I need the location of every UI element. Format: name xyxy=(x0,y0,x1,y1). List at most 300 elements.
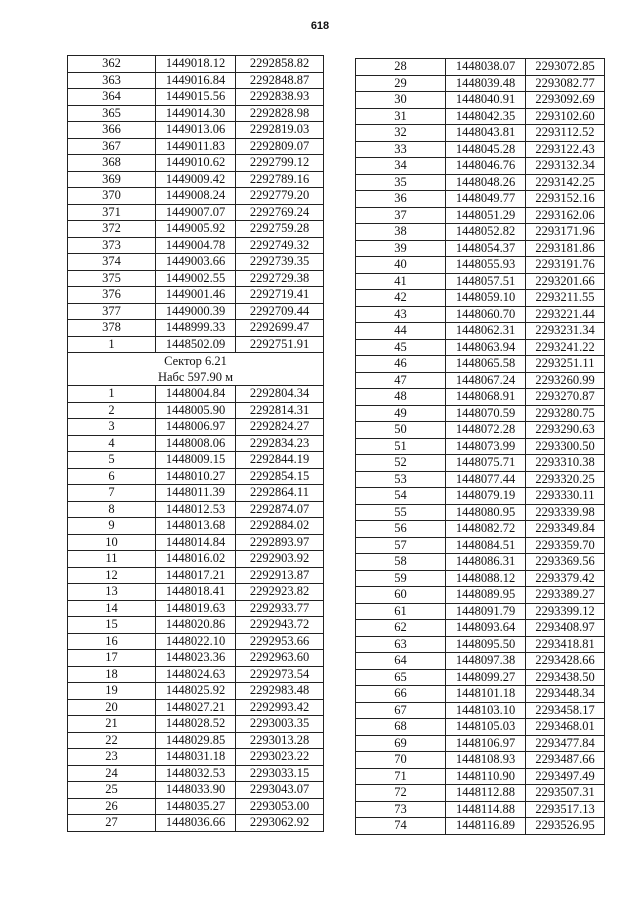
table-row xyxy=(356,686,605,703)
y-coordinate-cell: 2293152.16 xyxy=(526,191,605,208)
point-number-cell: 43 xyxy=(356,306,446,323)
table-row xyxy=(68,501,324,518)
point-number-cell: 26 xyxy=(68,798,156,815)
y-coordinate-cell: 2292923.82 xyxy=(236,584,324,601)
y-coordinate-cell: 2293448.34 xyxy=(526,686,605,703)
table-row xyxy=(68,155,324,172)
table-row xyxy=(68,402,324,419)
table-row xyxy=(356,75,605,92)
point-number-cell: 32 xyxy=(356,125,446,142)
table-row xyxy=(68,485,324,502)
coordinates-table-left xyxy=(67,55,324,832)
point-number-cell: 372 xyxy=(68,221,156,238)
y-coordinate-cell: 2293458.17 xyxy=(526,702,605,719)
y-coordinate-cell: 2293251.11 xyxy=(526,356,605,373)
coordinates-table-right xyxy=(355,58,605,835)
point-number-cell: 54 xyxy=(356,488,446,505)
y-coordinate-cell: 2293003.35 xyxy=(236,716,324,733)
y-coordinate-cell: 2293062.92 xyxy=(236,815,324,832)
page-number: 618 xyxy=(310,20,330,32)
point-number-cell: 45 xyxy=(356,339,446,356)
y-coordinate-cell: 2293231.34 xyxy=(526,323,605,340)
y-coordinate-cell: 2293526.95 xyxy=(526,818,605,835)
y-coordinate-cell: 2293359.70 xyxy=(526,537,605,554)
y-coordinate-cell: 2293181.86 xyxy=(526,240,605,257)
sector-title: Сектор 6.21 xyxy=(164,354,227,368)
y-coordinate-cell: 2292729.38 xyxy=(236,270,324,287)
x-coordinate-cell: 1448045.28 xyxy=(446,141,526,158)
table-row xyxy=(356,620,605,637)
table-row xyxy=(68,518,324,535)
table-row xyxy=(68,89,324,106)
point-number-cell: 71 xyxy=(356,768,446,785)
point-number-cell: 58 xyxy=(356,554,446,571)
x-coordinate-cell: 1449010.62 xyxy=(156,155,236,172)
table-row xyxy=(356,207,605,224)
sector-header-row xyxy=(68,353,324,386)
x-coordinate-cell: 1448006.97 xyxy=(156,419,236,436)
point-number-cell: 4 xyxy=(68,435,156,452)
table-row xyxy=(356,240,605,257)
x-coordinate-cell: 1448093.64 xyxy=(446,620,526,637)
point-number-cell: 46 xyxy=(356,356,446,373)
point-number-cell: 67 xyxy=(356,702,446,719)
table-row xyxy=(68,254,324,271)
point-number-cell: 2 xyxy=(68,402,156,419)
x-coordinate-cell: 1448023.36 xyxy=(156,650,236,667)
table-row xyxy=(356,653,605,670)
y-coordinate-cell: 2292963.60 xyxy=(236,650,324,667)
y-coordinate-cell: 2292824.27 xyxy=(236,419,324,436)
point-number-cell: 37 xyxy=(356,207,446,224)
table-row xyxy=(68,600,324,617)
x-coordinate-cell: 1448046.76 xyxy=(446,158,526,175)
point-number-cell: 3 xyxy=(68,419,156,436)
y-coordinate-cell: 2293082.77 xyxy=(526,75,605,92)
point-number-cell: 28 xyxy=(356,59,446,76)
point-number-cell: 377 xyxy=(68,303,156,320)
y-coordinate-cell: 2293428.66 xyxy=(526,653,605,670)
y-coordinate-cell: 2293418.81 xyxy=(526,636,605,653)
x-coordinate-cell: 1448089.95 xyxy=(446,587,526,604)
table-row xyxy=(68,105,324,122)
table-row xyxy=(68,270,324,287)
x-coordinate-cell: 1448502.09 xyxy=(156,336,236,353)
x-coordinate-cell: 1448027.21 xyxy=(156,699,236,716)
point-number-cell: 25 xyxy=(68,782,156,799)
x-coordinate-cell: 1448084.51 xyxy=(446,537,526,554)
table-row xyxy=(68,815,324,832)
point-number-cell: 34 xyxy=(356,158,446,175)
sector-area: Набс 597.90 м xyxy=(157,370,234,384)
table-row xyxy=(356,125,605,142)
point-number-cell: 11 xyxy=(68,551,156,568)
y-coordinate-cell: 2293023.22 xyxy=(236,749,324,766)
point-number-cell: 42 xyxy=(356,290,446,307)
x-coordinate-cell: 1449003.66 xyxy=(156,254,236,271)
y-coordinate-cell: 2292874.07 xyxy=(236,501,324,518)
y-coordinate-cell: 2293300.50 xyxy=(526,438,605,455)
table-row xyxy=(356,257,605,274)
x-coordinate-cell: 1448116.89 xyxy=(446,818,526,835)
y-coordinate-cell: 2292943.72 xyxy=(236,617,324,634)
table-row xyxy=(68,204,324,221)
table-row xyxy=(68,584,324,601)
y-coordinate-cell: 2293438.50 xyxy=(526,669,605,686)
point-number-cell: 33 xyxy=(356,141,446,158)
point-number-cell: 18 xyxy=(68,666,156,683)
y-coordinate-cell: 2292933.77 xyxy=(236,600,324,617)
table-row xyxy=(356,59,605,76)
table-row xyxy=(68,732,324,749)
x-coordinate-cell: 1448088.12 xyxy=(446,570,526,587)
y-coordinate-cell: 2293310.38 xyxy=(526,455,605,472)
point-number-cell: 364 xyxy=(68,89,156,106)
x-coordinate-cell: 1449013.06 xyxy=(156,122,236,139)
table-row xyxy=(356,158,605,175)
x-coordinate-cell: 1448099.27 xyxy=(446,669,526,686)
table-row xyxy=(356,735,605,752)
x-coordinate-cell: 1448052.82 xyxy=(446,224,526,241)
table-row xyxy=(356,405,605,422)
point-number-cell: 44 xyxy=(356,323,446,340)
table-row xyxy=(356,488,605,505)
point-number-cell: 56 xyxy=(356,521,446,538)
table-row xyxy=(68,534,324,551)
point-number-cell: 53 xyxy=(356,471,446,488)
x-coordinate-cell: 1449001.46 xyxy=(156,287,236,304)
table-row xyxy=(356,372,605,389)
y-coordinate-cell: 2293043.07 xyxy=(236,782,324,799)
table-row xyxy=(68,798,324,815)
point-number-cell: 1 xyxy=(68,336,156,353)
table-row xyxy=(68,468,324,485)
x-coordinate-cell: 1448108.93 xyxy=(446,752,526,769)
point-number-cell: 363 xyxy=(68,72,156,89)
y-coordinate-cell: 2292893.97 xyxy=(236,534,324,551)
y-coordinate-cell: 2293379.42 xyxy=(526,570,605,587)
x-coordinate-cell: 1448091.79 xyxy=(446,603,526,620)
x-coordinate-cell: 1448114.88 xyxy=(446,801,526,818)
y-coordinate-cell: 2292809.07 xyxy=(236,138,324,155)
y-coordinate-cell: 2292699.47 xyxy=(236,320,324,337)
table-row xyxy=(356,422,605,439)
point-number-cell: 52 xyxy=(356,455,446,472)
x-coordinate-cell: 1448082.72 xyxy=(446,521,526,538)
y-coordinate-cell: 2292759.28 xyxy=(236,221,324,238)
point-number-cell: 13 xyxy=(68,584,156,601)
y-coordinate-cell: 2292789.16 xyxy=(236,171,324,188)
table-row xyxy=(356,504,605,521)
x-coordinate-cell: 1448005.90 xyxy=(156,402,236,419)
table-row xyxy=(68,56,324,73)
y-coordinate-cell: 2292913.87 xyxy=(236,567,324,584)
x-coordinate-cell: 1448033.90 xyxy=(156,782,236,799)
table-row xyxy=(68,567,324,584)
x-coordinate-cell: 1448086.31 xyxy=(446,554,526,571)
table-row xyxy=(356,587,605,604)
point-number-cell: 68 xyxy=(356,719,446,736)
point-number-cell: 59 xyxy=(356,570,446,587)
y-coordinate-cell: 2293013.28 xyxy=(236,732,324,749)
point-number-cell: 74 xyxy=(356,818,446,835)
x-coordinate-cell: 1448039.48 xyxy=(446,75,526,92)
point-number-cell: 36 xyxy=(356,191,446,208)
x-coordinate-cell: 1448038.07 xyxy=(446,59,526,76)
table-row xyxy=(356,818,605,835)
y-coordinate-cell: 2293162.06 xyxy=(526,207,605,224)
y-coordinate-cell: 2292739.35 xyxy=(236,254,324,271)
y-coordinate-cell: 2293339.98 xyxy=(526,504,605,521)
point-number-cell: 14 xyxy=(68,600,156,617)
table-row xyxy=(356,554,605,571)
x-coordinate-cell: 1448031.18 xyxy=(156,749,236,766)
x-coordinate-cell: 1448049.77 xyxy=(446,191,526,208)
table-row xyxy=(356,669,605,686)
y-coordinate-cell: 2293389.27 xyxy=(526,587,605,604)
point-number-cell: 30 xyxy=(356,92,446,109)
table-row xyxy=(356,108,605,125)
x-coordinate-cell: 1448110.90 xyxy=(446,768,526,785)
point-number-cell: 55 xyxy=(356,504,446,521)
point-number-cell: 6 xyxy=(68,468,156,485)
y-coordinate-cell: 2293320.25 xyxy=(526,471,605,488)
x-coordinate-cell: 1448010.27 xyxy=(156,468,236,485)
table-row xyxy=(68,303,324,320)
y-coordinate-cell: 2292864.11 xyxy=(236,485,324,502)
y-coordinate-cell: 2292719.41 xyxy=(236,287,324,304)
y-coordinate-cell: 2293468.01 xyxy=(526,719,605,736)
point-number-cell: 61 xyxy=(356,603,446,620)
x-coordinate-cell: 1448013.68 xyxy=(156,518,236,535)
x-coordinate-cell: 1448017.21 xyxy=(156,567,236,584)
point-number-cell: 66 xyxy=(356,686,446,703)
x-coordinate-cell: 1448054.37 xyxy=(446,240,526,257)
x-coordinate-cell: 1448103.10 xyxy=(446,702,526,719)
point-number-cell: 368 xyxy=(68,155,156,172)
x-coordinate-cell: 1449000.39 xyxy=(156,303,236,320)
x-coordinate-cell: 1448063.94 xyxy=(446,339,526,356)
x-coordinate-cell: 1448055.93 xyxy=(446,257,526,274)
table-row xyxy=(356,471,605,488)
x-coordinate-cell: 1448009.15 xyxy=(156,452,236,469)
point-number-cell: 15 xyxy=(68,617,156,634)
y-coordinate-cell: 2293260.99 xyxy=(526,372,605,389)
table-row xyxy=(68,336,324,353)
x-coordinate-cell: 1449002.55 xyxy=(156,270,236,287)
x-coordinate-cell: 1449014.30 xyxy=(156,105,236,122)
x-coordinate-cell: 1448073.99 xyxy=(446,438,526,455)
point-number-cell: 362 xyxy=(68,56,156,73)
table-row xyxy=(356,455,605,472)
table-row xyxy=(68,683,324,700)
x-coordinate-cell: 1448106.97 xyxy=(446,735,526,752)
table-row xyxy=(356,636,605,653)
x-coordinate-cell: 1448014.84 xyxy=(156,534,236,551)
point-number-cell: 38 xyxy=(356,224,446,241)
y-coordinate-cell: 2293092.69 xyxy=(526,92,605,109)
table-row xyxy=(68,386,324,403)
table-row xyxy=(356,719,605,736)
point-number-cell: 41 xyxy=(356,273,446,290)
table-row xyxy=(68,72,324,89)
y-coordinate-cell: 2293033.15 xyxy=(236,765,324,782)
point-number-cell: 367 xyxy=(68,138,156,155)
point-number-cell: 20 xyxy=(68,699,156,716)
y-coordinate-cell: 2292828.98 xyxy=(236,105,324,122)
table-row xyxy=(356,356,605,373)
x-coordinate-cell: 1449016.84 xyxy=(156,72,236,89)
point-number-cell: 57 xyxy=(356,537,446,554)
y-coordinate-cell: 2292993.42 xyxy=(236,699,324,716)
table-row xyxy=(356,389,605,406)
x-coordinate-cell: 1448080.95 xyxy=(446,504,526,521)
table-row xyxy=(356,752,605,769)
y-coordinate-cell: 2293330.11 xyxy=(526,488,605,505)
point-number-cell: 19 xyxy=(68,683,156,700)
y-coordinate-cell: 2293349.84 xyxy=(526,521,605,538)
x-coordinate-cell: 1448051.29 xyxy=(446,207,526,224)
x-coordinate-cell: 1448070.59 xyxy=(446,405,526,422)
y-coordinate-cell: 2292953.66 xyxy=(236,633,324,650)
point-number-cell: 48 xyxy=(356,389,446,406)
y-coordinate-cell: 2293270.87 xyxy=(526,389,605,406)
x-coordinate-cell: 1448029.85 xyxy=(156,732,236,749)
table-row xyxy=(356,273,605,290)
point-number-cell: 24 xyxy=(68,765,156,782)
y-coordinate-cell: 2292751.91 xyxy=(236,336,324,353)
point-number-cell: 366 xyxy=(68,122,156,139)
point-number-cell: 70 xyxy=(356,752,446,769)
y-coordinate-cell: 2293497.49 xyxy=(526,768,605,785)
point-number-cell: 60 xyxy=(356,587,446,604)
x-coordinate-cell: 1448019.63 xyxy=(156,600,236,617)
table-row xyxy=(356,438,605,455)
x-coordinate-cell: 1449008.24 xyxy=(156,188,236,205)
table-row xyxy=(356,290,605,307)
y-coordinate-cell: 2292884.02 xyxy=(236,518,324,535)
x-coordinate-cell: 1449007.07 xyxy=(156,204,236,221)
x-coordinate-cell: 1448004.84 xyxy=(156,386,236,403)
table-row xyxy=(68,122,324,139)
y-coordinate-cell: 2293477.84 xyxy=(526,735,605,752)
x-coordinate-cell: 1448016.02 xyxy=(156,551,236,568)
table-row xyxy=(68,551,324,568)
x-coordinate-cell: 1448028.52 xyxy=(156,716,236,733)
x-coordinate-cell: 1448020.86 xyxy=(156,617,236,634)
table-row xyxy=(68,237,324,254)
point-number-cell: 1 xyxy=(68,386,156,403)
point-number-cell: 16 xyxy=(68,633,156,650)
x-coordinate-cell: 1448072.28 xyxy=(446,422,526,439)
y-coordinate-cell: 2293369.56 xyxy=(526,554,605,571)
x-coordinate-cell: 1449015.56 xyxy=(156,89,236,106)
table-row xyxy=(356,141,605,158)
point-number-cell: 27 xyxy=(68,815,156,832)
x-coordinate-cell: 1448025.92 xyxy=(156,683,236,700)
sector-header xyxy=(68,353,324,386)
point-number-cell: 65 xyxy=(356,669,446,686)
table-row xyxy=(68,435,324,452)
point-number-cell: 12 xyxy=(68,567,156,584)
x-coordinate-cell: 1448062.31 xyxy=(446,323,526,340)
table-row xyxy=(356,801,605,818)
point-number-cell: 375 xyxy=(68,270,156,287)
y-coordinate-cell: 2293142.25 xyxy=(526,174,605,191)
y-coordinate-cell: 2292858.82 xyxy=(236,56,324,73)
table-row xyxy=(68,699,324,716)
point-number-cell: 371 xyxy=(68,204,156,221)
y-coordinate-cell: 2292814.31 xyxy=(236,402,324,419)
y-coordinate-cell: 2292799.12 xyxy=(236,155,324,172)
y-coordinate-cell: 2293517.13 xyxy=(526,801,605,818)
x-coordinate-cell: 1448012.53 xyxy=(156,501,236,518)
point-number-cell: 376 xyxy=(68,287,156,304)
point-number-cell: 378 xyxy=(68,320,156,337)
point-number-cell: 7 xyxy=(68,485,156,502)
x-coordinate-cell: 1448040.91 xyxy=(446,92,526,109)
table-row xyxy=(356,339,605,356)
x-coordinate-cell: 1449005.92 xyxy=(156,221,236,238)
x-coordinate-cell: 1449004.78 xyxy=(156,237,236,254)
point-number-cell: 35 xyxy=(356,174,446,191)
table-row xyxy=(68,320,324,337)
point-number-cell: 370 xyxy=(68,188,156,205)
x-coordinate-cell: 1449009.42 xyxy=(156,171,236,188)
table-row xyxy=(68,716,324,733)
y-coordinate-cell: 2292819.03 xyxy=(236,122,324,139)
x-coordinate-cell: 1448048.26 xyxy=(446,174,526,191)
point-number-cell: 5 xyxy=(68,452,156,469)
y-coordinate-cell: 2292844.19 xyxy=(236,452,324,469)
table-row xyxy=(356,768,605,785)
y-coordinate-cell: 2293132.34 xyxy=(526,158,605,175)
x-coordinate-cell: 1448042.35 xyxy=(446,108,526,125)
point-number-cell: 21 xyxy=(68,716,156,733)
table-row xyxy=(68,419,324,436)
point-number-cell: 374 xyxy=(68,254,156,271)
x-coordinate-cell: 1448079.19 xyxy=(446,488,526,505)
table-row xyxy=(356,224,605,241)
y-coordinate-cell: 2293408.97 xyxy=(526,620,605,637)
y-coordinate-cell: 2292749.32 xyxy=(236,237,324,254)
x-coordinate-cell: 1448068.91 xyxy=(446,389,526,406)
point-number-cell: 47 xyxy=(356,372,446,389)
y-coordinate-cell: 2292903.92 xyxy=(236,551,324,568)
point-number-cell: 373 xyxy=(68,237,156,254)
table-row xyxy=(356,323,605,340)
table-row xyxy=(356,191,605,208)
point-number-cell: 9 xyxy=(68,518,156,535)
table-row xyxy=(68,138,324,155)
x-coordinate-cell: 1448057.51 xyxy=(446,273,526,290)
table-row xyxy=(356,92,605,109)
y-coordinate-cell: 2292848.87 xyxy=(236,72,324,89)
table-row xyxy=(68,221,324,238)
x-coordinate-cell: 1448105.03 xyxy=(446,719,526,736)
point-number-cell: 50 xyxy=(356,422,446,439)
y-coordinate-cell: 2293241.22 xyxy=(526,339,605,356)
y-coordinate-cell: 2293053.00 xyxy=(236,798,324,815)
table-row xyxy=(356,174,605,191)
table-row xyxy=(68,617,324,634)
point-number-cell: 69 xyxy=(356,735,446,752)
point-number-cell: 369 xyxy=(68,171,156,188)
y-coordinate-cell: 2292973.54 xyxy=(236,666,324,683)
x-coordinate-cell: 1448075.71 xyxy=(446,455,526,472)
y-coordinate-cell: 2292983.48 xyxy=(236,683,324,700)
x-coordinate-cell: 1448018.41 xyxy=(156,584,236,601)
